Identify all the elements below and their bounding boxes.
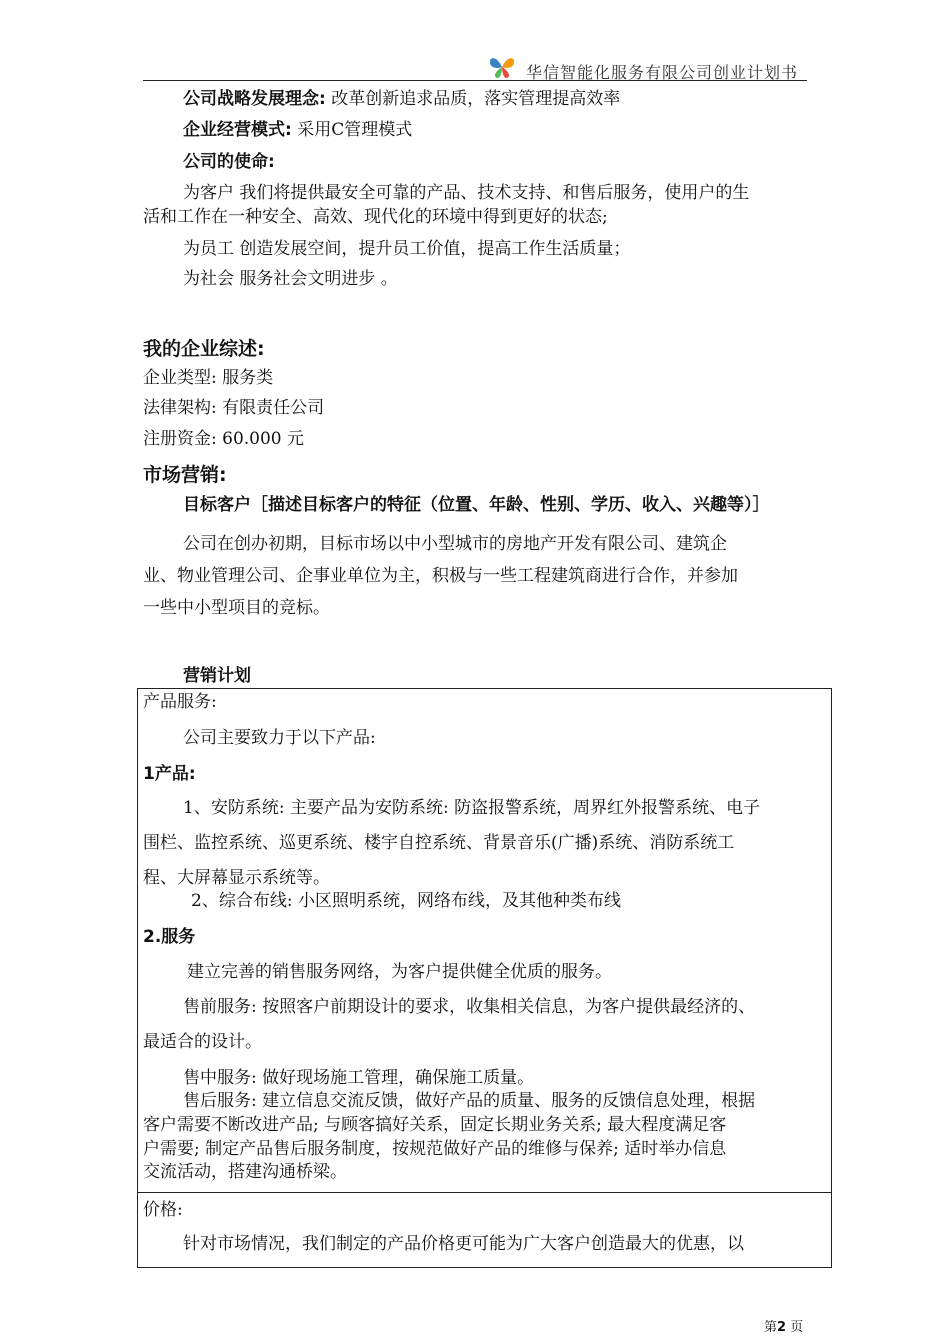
section-service: 2.服务: [143, 927, 196, 947]
strategy-text: 改革创新追求品质，落实管理提高效率: [331, 89, 621, 109]
target-line-2: 业、物业管理公司、企事业单位为主，积极与一些工程建筑商进行合作，并参加: [143, 566, 738, 586]
target-line-1: 公司在创办初期，目标市场以中小型城市的房地产开发有限公司、建筑企: [183, 534, 727, 554]
pre-sale-line-2: 最适合的设计。: [143, 1032, 262, 1052]
target-customer-heading: 目标客户［描述目标客户的特征（位置、年龄、性别、学历、收入、兴趣等）］: [183, 495, 770, 515]
after-sale-line-1: 售后服务: 建立信息交流反馈，做好产品的质量、服务的反馈信息处理，根据: [183, 1091, 756, 1111]
after-sale-line-3: 户需要; 制定产品售后服务制度，按规范做好产品的维修与保养; 适时举办信息: [143, 1139, 727, 1159]
mission-label: 公司的使命:: [183, 152, 275, 172]
overview-capital: 注册资金: 60.000 元: [143, 429, 305, 449]
overview-legal: 法律架构: 有限责任公司: [143, 398, 325, 418]
after-sale-line-2: 客户需要不断改进产品; 与顾客搞好关系，固定长期业务关系; 最大程度满足客: [143, 1115, 727, 1135]
model-text: 采用C管理模式: [297, 120, 413, 140]
butterfly-logo-icon: [487, 54, 517, 80]
page-number: [764, 1316, 803, 1335]
price-label: 价格:: [143, 1200, 183, 1220]
mission-society: 为社会 服务社会文明进步 。: [183, 269, 398, 289]
service-intro: 建立完善的销售服务网络，为客户提供健全优质的服务。: [187, 962, 612, 982]
after-sale-line-4: 交流活动，搭建沟通桥梁。: [143, 1162, 347, 1182]
section-products: 1产品:: [143, 764, 196, 784]
page-number-value: 2: [777, 1320, 787, 1335]
header-rule: [143, 80, 807, 81]
products-intro: 公司主要致力于以下产品:: [183, 728, 376, 748]
overview-heading: 我的企业综述:: [143, 338, 265, 360]
strategy-label: 公司战略发展理念:: [183, 89, 326, 109]
overview-type: 企业类型: 服务类: [143, 368, 274, 388]
model-line: [183, 118, 412, 142]
price-line-1: 针对市场情况，我们制定的产品价格更可能为广大客户创造最大的优惠，以: [183, 1234, 744, 1254]
table-divider: [137, 1192, 832, 1193]
target-line-3: 一些中小型项目的竞标。: [143, 598, 330, 618]
marketing-heading: 市场营销:: [143, 464, 227, 486]
strategy-line: [183, 87, 620, 111]
item2: 2、综合布线: 小区照明系统，网络布线，及其他种类布线: [191, 891, 621, 911]
item1-line-2: 围栏、监控系统、巡更系统、楼宇自控系统、背景音乐(广播)系统、消防系统工: [143, 833, 735, 853]
products-label: 产品服务:: [143, 692, 217, 712]
page-suffix: 页: [790, 1320, 804, 1335]
page-prefix: 第: [764, 1320, 778, 1335]
model-label: 企业经营模式:: [183, 120, 292, 140]
item1-line-1: 1、安防系统: 主要产品为安防系统: 防盗报警系统，周界红外报警系统、电子: [183, 798, 761, 818]
item1-line-3: 程、大屏幕显示系统等。: [143, 868, 330, 888]
mid-sale: 售中服务: 做好现场施工管理，确保施工质量。: [183, 1068, 535, 1088]
header-title: 华信智能化服务有限公司创业计划书: [526, 63, 799, 82]
mission-customer-line-2: 活和工作在一种安全、高效、现代化的环境中得到更好的状态;: [143, 207, 608, 227]
mission-customer-line-1: 为客户 我们将提供最安全可靠的产品、技术支持、和售后服务，使用户的生: [183, 183, 750, 203]
marketing-plan-heading: 营销计划: [183, 666, 251, 686]
mission-staff: 为员工 创造发展空间，提升员工价值，提高工作生活质量；: [183, 239, 631, 259]
pre-sale-line-1: 售前服务: 按照客户前期设计的要求，收集相关信息，为客户提供最经济的、: [183, 997, 756, 1017]
